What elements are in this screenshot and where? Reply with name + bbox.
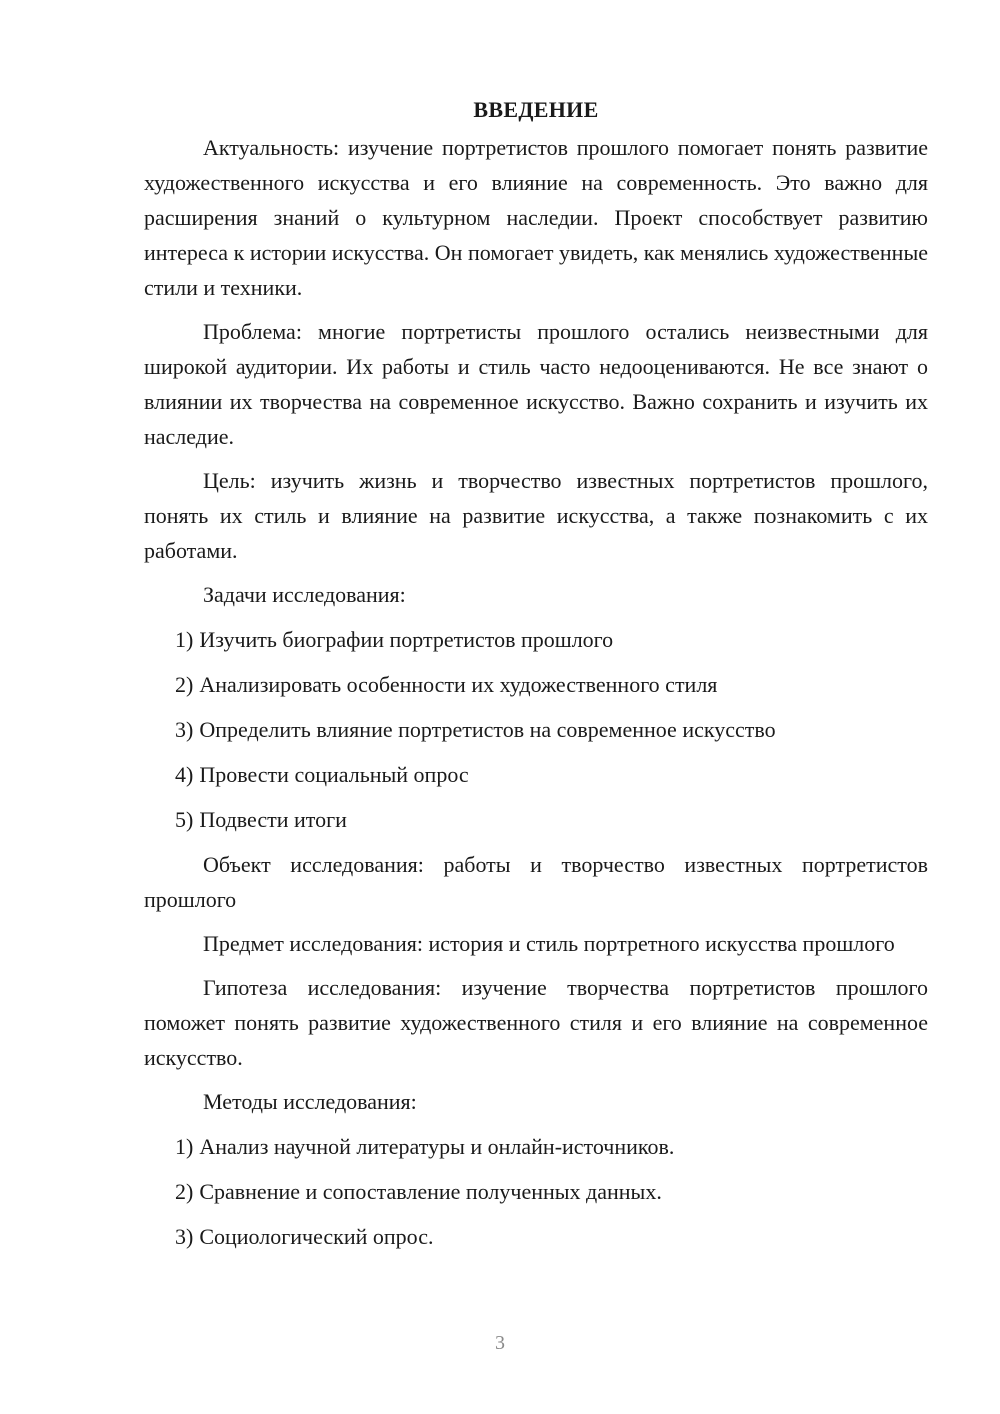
methods-list	[144, 1129, 928, 1254]
page-title: ВВЕДЕНИЕ	[473, 97, 599, 122]
list-item-text: Анализировать особенности их художественного стиля	[199, 672, 718, 697]
list-item	[144, 1219, 928, 1254]
hypothesis-paragraph: Гипотеза исследования: изучение творчества портретистов прошлого поможет понять развитие художественного стиля и его влияние на современное искусство.	[144, 975, 928, 1070]
list-item-number: 2)	[175, 672, 194, 697]
object-paragraph: Объект исследования: работы и творчество известных портретистов прошлого	[144, 852, 928, 912]
tasks-heading: Задачи исследования:	[203, 582, 406, 607]
document-page	[144, 92, 928, 1264]
list-item-text: Изучить биографии портретистов прошлого	[199, 627, 614, 652]
list-item-number: 4)	[175, 762, 194, 787]
list-item	[144, 802, 928, 837]
list-item-number: 3)	[175, 717, 194, 742]
list-item-text: Провести социальный опрос	[199, 762, 469, 787]
list-item	[144, 712, 928, 747]
list-item-number: 1)	[175, 627, 194, 652]
list-item	[144, 1129, 928, 1164]
subject-paragraph: Предмет исследования: история и стиль портретного искусства прошлого	[203, 931, 895, 956]
list-item	[144, 757, 928, 792]
list-item-number: 5)	[175, 807, 194, 832]
list-item-number: 1)	[175, 1134, 194, 1159]
goal-paragraph: Цель: изучить жизнь и творчество известных портретистов прошлого, понять их стиль и влияние на развитие искусства, а также познакомить с их работами.	[144, 468, 928, 563]
list-item	[144, 1174, 928, 1209]
list-item-text: Социологический опрос.	[199, 1224, 434, 1249]
list-item-text: Определить влияние портретистов на современное искусство	[199, 717, 776, 742]
relevance-paragraph: Актуальность: изучение портретистов прошлого помогает понять развитие художественного искусства и его влияние на современность. Это важно для расширения знаний о культурном наследии. Проект способствует развитию интереса к истории искусства. Он помогает увидеть, как менялись художественные стили и техники.	[144, 135, 928, 300]
page-number: 3	[495, 1332, 505, 1354]
list-item-text: Анализ научной литературы и онлайн-источников.	[199, 1134, 675, 1159]
list-item	[144, 667, 928, 702]
problem-paragraph: Проблема: многие портретисты прошлого остались неизвестными для широкой аудитории. Их работы и стиль часто недооцениваются. Не все знают о влиянии их творчества на современное искусство. Важно сохранить и изучить их наследие.	[144, 319, 928, 449]
methods-heading: Методы исследования:	[203, 1089, 417, 1114]
list-item-text: Подвести итоги	[199, 807, 347, 832]
list-item	[144, 622, 928, 657]
list-item-number: 2)	[175, 1179, 194, 1204]
list-item-number: 3)	[175, 1224, 194, 1249]
list-item-text: Сравнение и сопоставление полученных данных.	[199, 1179, 662, 1204]
tasks-list	[144, 622, 928, 837]
